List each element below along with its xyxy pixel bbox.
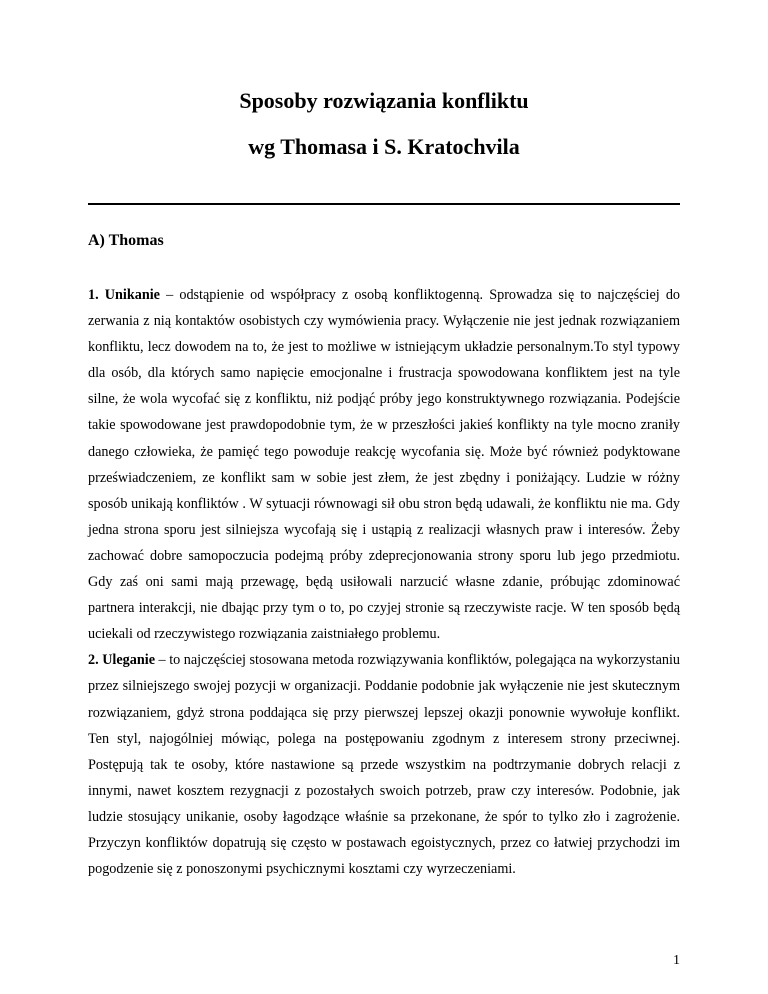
paragraph-text: – to najczęściej stosowana metoda rozwiązywania konfliktów, polegająca na wykorzystaniu przez silniejszego swojej pozycji w organizacji. Poddanie podobnie jak wyłączenie nie jest skutecznym rozwiązaniem, gdyż strona poddająca się przy pierwszej lepszej okazji ponownie wywołuje konflikt. Ten styl, najogólniej mówiąc, polega na postępowaniu zgodnym z interesem strony przeciwnej. Postępują tak te osoby, które nastawione są przede wszystkim na podtrzymanie dobrych relacji z innymi, nawet kosztem rezygnacji z pozostałych swoich potrzeb, praw czy interesów. Podobnie, jak ludzie stosujący unikanie, osoby łagodzące właśnie sa przekonane, że spór to tylko zło i zagrożenie. Przyczyn konfliktów dopatrują się często w postawach egoistycznych, przez co łatwiej przychodzi im pogodzenie się z ponoszonymi psychicznymi kosztami czy wyrzeczeniami. — [88, 652, 681, 878]
horizontal-rule — [88, 203, 680, 205]
paragraph-unikanie — [88, 282, 680, 647]
paragraph-uleganie — [88, 647, 680, 882]
section-heading: A) Thomas — [88, 232, 164, 249]
paragraph-label: 1. Unikanie — [88, 287, 160, 303]
document-title-line-1: Sposoby rozwiązania konfliktu — [239, 88, 529, 113]
page-number: 1 — [673, 953, 680, 968]
paragraph-label: 2. Uleganie — [88, 652, 155, 669]
paragraph-text: – odstąpienie od współpracy z osobą konfliktogenną. Sprowadza się to najczęściej do zerwania z nią kontaktów osobistych czy wymówienia pracy. Wyłączenie nie jest jednak rozwiązaniem konfliktu, lecz dowodem na to, że jest to możliwe w istniejącym układzie personalnym.To styl typowy dla osób, dla których samo napięcie emocjonalne i frustracja spowodowana konfliktem jest na tyle silne, że wola wycofać się z konfliktu, niż podjąć próby jego konstruktywnego rozwiązania. Podejście takie spowodowane jest prawdopodobnie tym, że w przeszłości jakieś konflikty na tyle mocno zraniły danego człowieka, że pamięć tego powoduje reakcję wycofania się. Może być również podyktowane przeświadczeniem, ze konflikt sam w sobie jest złem, że jest zbędny i poniżający. Ludzie w różny sposób unikają konfliktów . W sytuacji równowagi sił obu stron będą udawali, że konfliktu nie ma. Gdy jedna strona sporu jest silniejsza wycofają się i ustąpią z realizacji własnych praw i interesów. Żeby zachować dobre samopoczucia podejmą próby zdeprecjonowania strony sporu lub jego przedmiotu. Gdy zaś oni sami mają przewagę, będą usiłowali narzucić własne zdanie, próbując zdominować partnera interakcji, nie dbając przy tym o to, po czyjej stronie są rzeczywiste racje. W ten sposób będą uciekali od rzeczywistego rozwiązania zaistniałego problemu. — [88, 287, 681, 643]
document-body — [88, 282, 680, 882]
document-title-line-2: wg Thomasa i S. Kratochvila — [248, 134, 520, 159]
